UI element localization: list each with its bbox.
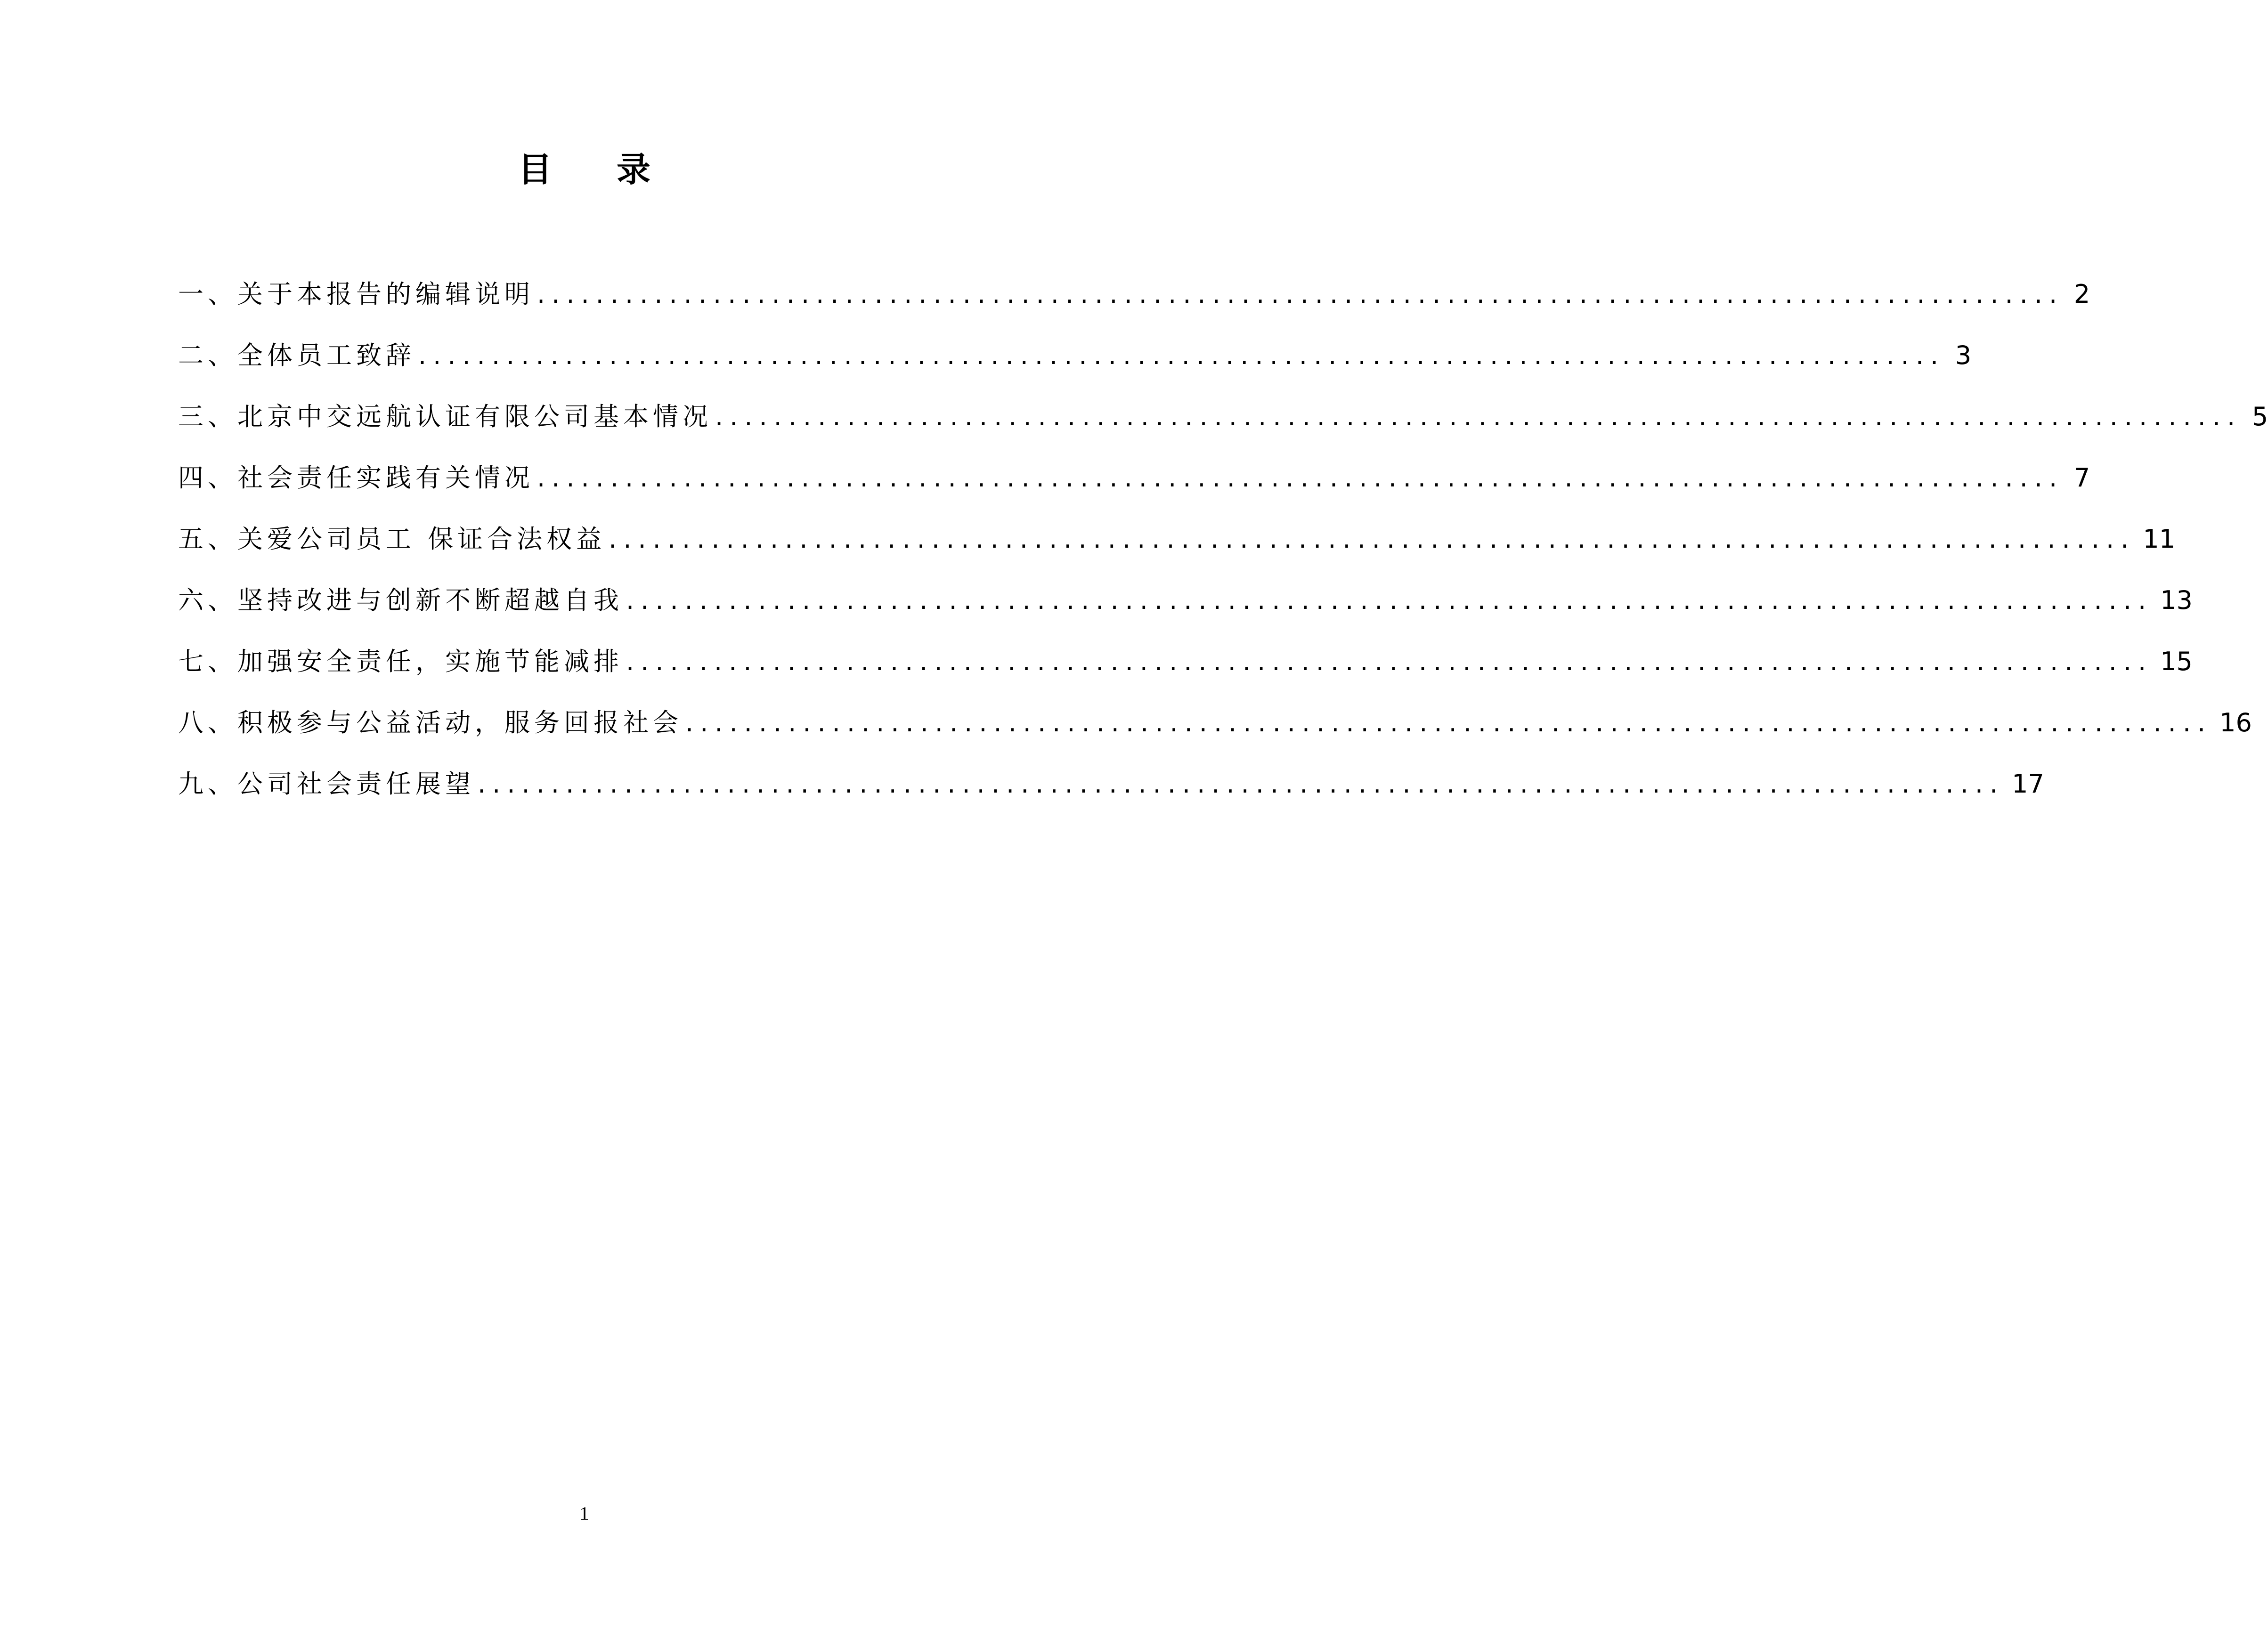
dot-leader: ........................................................................................................	[685, 708, 2212, 737]
toc-entry[interactable]	[178, 457, 2090, 518]
toc-entry[interactable]	[178, 579, 2193, 640]
toc-entry-page: 7	[2073, 463, 2090, 493]
page-title: 目 录	[518, 149, 677, 189]
toc-entry[interactable]	[178, 273, 2090, 334]
toc-entry[interactable]	[178, 396, 2268, 457]
toc-entry-page: 15	[2160, 647, 2193, 676]
toc-entry-label: 三、北京中交远航认证有限公司基本情况	[178, 402, 712, 431]
toc-entry[interactable]	[178, 702, 2252, 763]
dot-leader: ........................................................................................................	[715, 402, 2242, 431]
toc-entry-label: 二、全体员工致辞	[178, 340, 415, 370]
toc-entry-label: 六、坚持改进与创新不断超越自我	[178, 585, 623, 615]
toc-entry[interactable]	[178, 334, 1972, 396]
dot-leader: ........................................................................................................	[609, 524, 2136, 554]
toc-entry-label: 四、社会责任实践有关情况	[178, 463, 534, 493]
toc-entry-page: 5	[2252, 402, 2268, 431]
table-of-contents	[178, 273, 2268, 824]
dot-leader: ........................................................................................................	[478, 769, 2005, 799]
dot-leader: ........................................................................................................	[418, 340, 1945, 370]
toc-entry[interactable]	[178, 518, 2176, 579]
toc-entry[interactable]	[178, 640, 2193, 702]
toc-entry-label: 九、公司社会责任展望	[178, 769, 475, 799]
toc-entry-page: 11	[2143, 524, 2176, 554]
toc-entry-page: 2	[2073, 279, 2090, 309]
toc-entry-page: 16	[2219, 708, 2252, 737]
toc-entry-label: 五、关爱公司员工 保证合法权益	[178, 524, 606, 554]
toc-entry[interactable]	[178, 763, 2044, 824]
toc-entry-label: 八、积极参与公益活动，服务回报社会	[178, 708, 683, 737]
page-number: 1	[579, 1503, 589, 1524]
dot-leader: ........................................................................................................	[537, 279, 2064, 309]
toc-entry-page: 17	[2012, 769, 2044, 799]
dot-leader: ........................................................................................................	[537, 463, 2064, 493]
toc-entry-label: 一、关于本报告的编辑说明	[178, 279, 534, 309]
dot-leader: ........................................................................................................	[626, 585, 2153, 615]
toc-entry-page: 13	[2160, 585, 2193, 615]
toc-entry-page: 3	[1955, 340, 1972, 370]
dot-leader: ........................................................................................................	[626, 647, 2153, 676]
toc-entry-label: 七、加强安全责任，实施节能减排	[178, 647, 623, 676]
